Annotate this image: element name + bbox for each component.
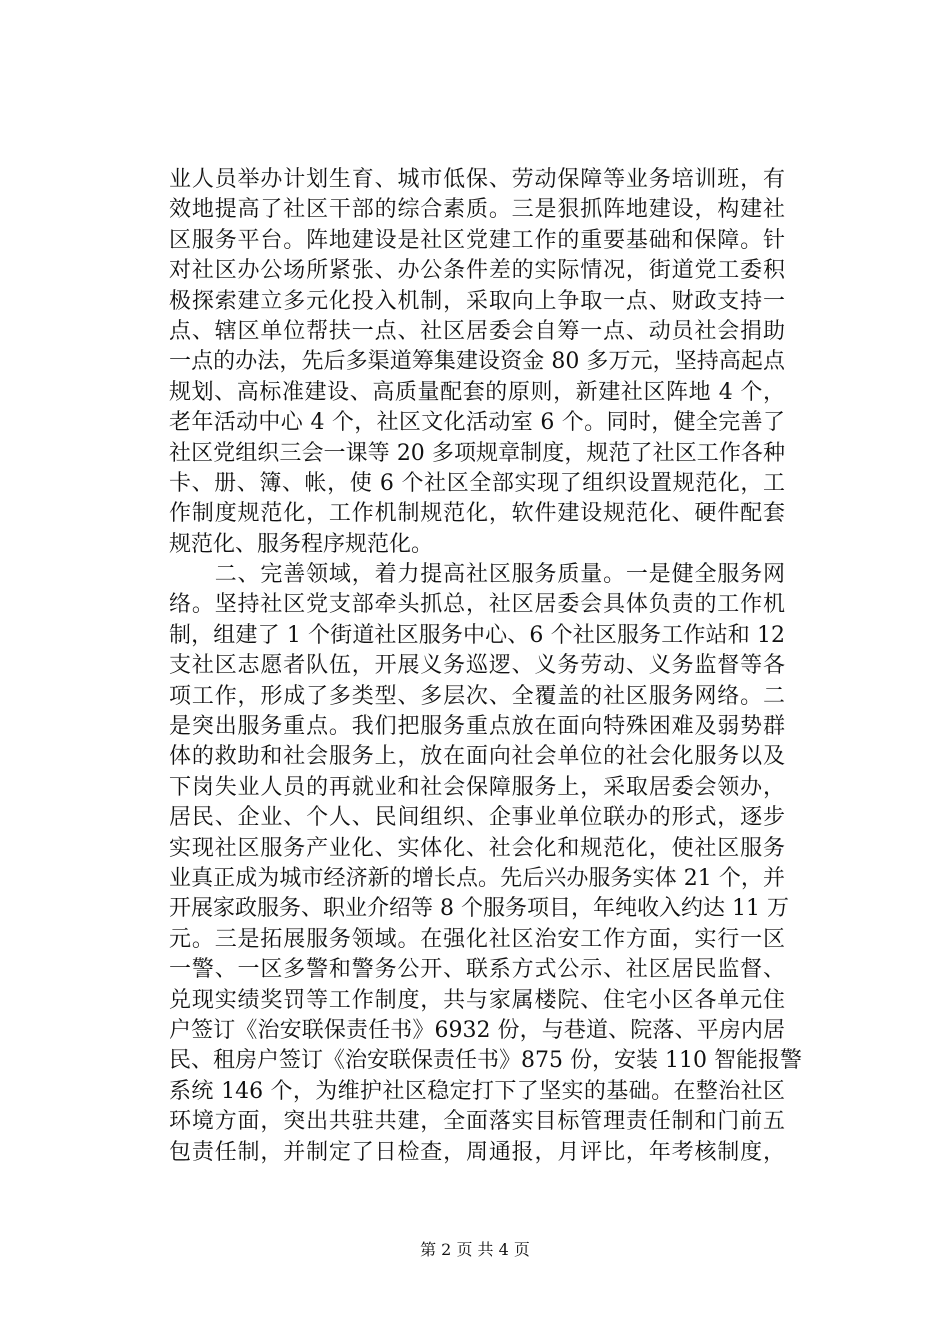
text-line: 制，组建了 1 个街道社区服务中心、6 个社区服务工作站和 12 — [169, 622, 785, 648]
text-line: 居民、企业、个人、民间组织、企事业单位联办的形式，逐步 — [169, 805, 785, 831]
text-line: 业真正成为城市经济新的增长点。先后兴办服务实体 21 个，并 — [169, 865, 785, 891]
text-line: 卡、册、簿、帐，使 6 个社区全部实现了组织设置规范化，工 — [169, 470, 785, 496]
text-line: 元。三是拓展服务领域。在强化社区治安工作方面，实行一区 — [169, 926, 785, 952]
text-line: 兑现实绩奖罚等工作制度，共与家属楼院、住宅小区各单元住 — [169, 987, 785, 1013]
text-line: 规划、高标准建设、高质量配套的原则，新建社区阵地 4 个， — [169, 379, 785, 405]
text-line: 支社区志愿者队伍，开展义务巡逻、义务劳动、义务监督等各 — [169, 653, 785, 679]
text-line: 下岗失业人员的再就业和社会保障服务上，采取居委会领办， — [169, 774, 785, 800]
text-line: 区服务平台。阵地建设是社区党建工作的重要基础和保障。针 — [169, 227, 785, 253]
text-line: 环境方面，突出共驻共建，全面落实目标管理责任制和门前五 — [169, 1109, 785, 1135]
text-line: 对社区办公场所紧张、办公条件差的实际情况，街道党工委积 — [169, 258, 785, 284]
text-line: 老年活动中心 4 个，社区文化活动室 6 个。同时，健全完善了 — [169, 410, 785, 436]
text-line: 系统 146 个，为维护社区稳定打下了坚实的基础。在整治社区 — [169, 1078, 785, 1104]
body-text — [169, 165, 802, 1168]
text-line: 作制度规范化，工作机制规范化，软件建设规范化、硬件配套 — [169, 501, 785, 527]
text-line: 民、租房户签订《治安联保责任书》875 份，安装 110 智能报警 — [169, 1048, 802, 1074]
text-line: 社区党组织三会一课等 20 多项规章制度，规范了社区工作各种 — [169, 440, 785, 466]
text-line: 包责任制，并制定了日检查，周通报，月评比，年考核制度， — [169, 1139, 785, 1165]
text-line: 实现社区服务产业化、实体化、社会化和规范化，使社区服务 — [169, 835, 785, 861]
text-line: 效地提高了社区干部的综合素质。三是狠抓阵地建设，构建社 — [169, 197, 785, 223]
text-line: 项工作，形成了多类型、多层次、全覆盖的社区服务网络。二 — [169, 683, 785, 709]
text-line: 二、完善领域，着力提高社区服务质量。一是健全服务网 — [169, 562, 785, 588]
text-line: 户签订《治安联保责任书》6932 份，与巷道、院落、平房内居 — [169, 1017, 785, 1043]
text-line: 是突出服务重点。我们把服务重点放在面向特殊困难及弱势群 — [169, 714, 785, 740]
text-line: 极探索建立多元化投入机制，采取向上争取一点、财政支持一 — [169, 288, 785, 314]
text-line: 络。坚持社区党支部牵头抓总，社区居委会具体负责的工作机 — [169, 592, 785, 618]
text-line: 开展家政服务、职业介绍等 8 个服务项目，年纯收入约达 11 万 — [169, 896, 789, 922]
text-line: 业人员举办计划生育、城市低保、劳动保障等业务培训班，有 — [169, 167, 785, 192]
text-line: 一警、一区多警和警务公开、联系方式公示、社区居民监督、 — [169, 957, 785, 983]
text-line: 点、辖区单位帮扶一点、社区居委会自筹一点、动员社会捐助 — [169, 318, 785, 344]
text-line: 体的救助和社会服务上，放在面向社会单位的社会化服务以及 — [169, 744, 785, 770]
text-line: 规范化、服务程序规范化。 — [169, 531, 434, 557]
page-footer: 第 2 页 共 4 页 — [420, 1240, 530, 1259]
text-line: 一点的办法，先后多渠道筹集建设资金 80 多万元，坚持高起点 — [169, 349, 785, 375]
